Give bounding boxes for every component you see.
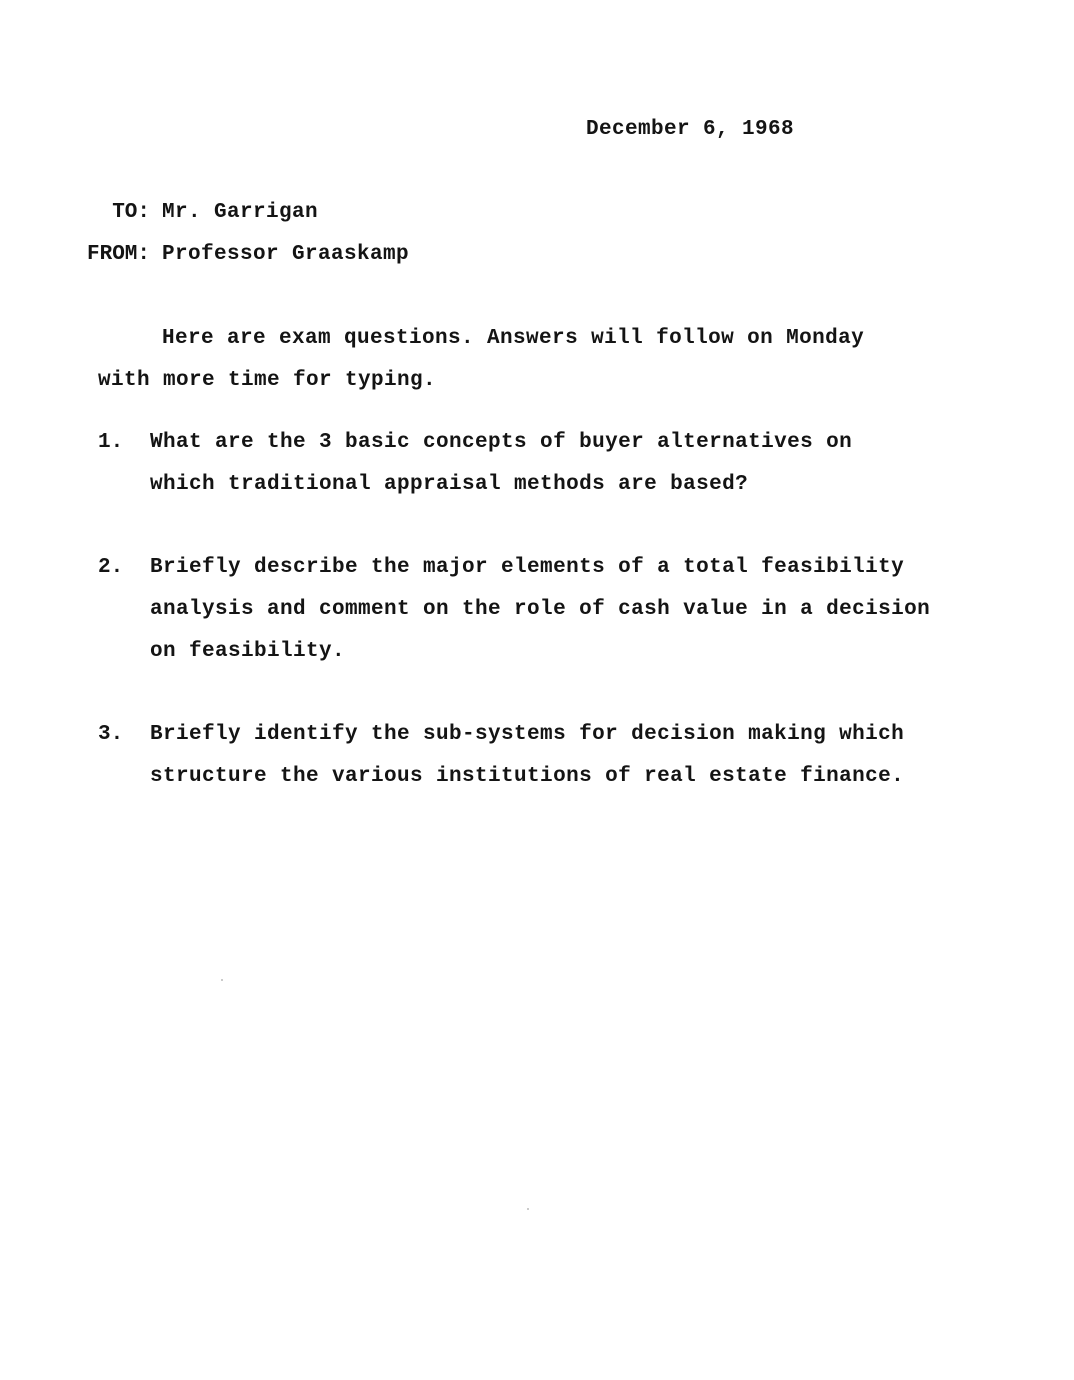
from-label: FROM: bbox=[86, 243, 150, 266]
question-line: on feasibility. bbox=[150, 640, 346, 663]
paper-speck bbox=[221, 979, 223, 981]
to-label: TO: bbox=[112, 201, 150, 224]
paper-speck bbox=[527, 1208, 529, 1210]
question-line: Briefly identify the sub-systems for decision making which bbox=[150, 723, 905, 746]
question-number: 2. bbox=[98, 556, 124, 579]
question-number: 1. bbox=[98, 431, 124, 454]
question-number: 3. bbox=[98, 723, 124, 746]
intro-line: with more time for typing. bbox=[98, 369, 437, 392]
question-line: structure the various institutions of real estate finance. bbox=[150, 765, 905, 788]
question-line: What are the 3 basic concepts of buyer alternatives on bbox=[150, 431, 853, 454]
question-line: analysis and comment on the role of cash value in a decision bbox=[150, 598, 931, 621]
from-value: Professor Graaskamp bbox=[162, 243, 410, 266]
question-line: which traditional appraisal methods are based? bbox=[150, 473, 749, 496]
memo-date: December 6, 1968 bbox=[586, 118, 795, 141]
to-value: Mr. Garrigan bbox=[162, 201, 319, 224]
question-line: Briefly describe the major elements of a total feasibility bbox=[150, 556, 905, 579]
intro-line: Here are exam questions. Answers will follow on Monday bbox=[162, 327, 865, 350]
